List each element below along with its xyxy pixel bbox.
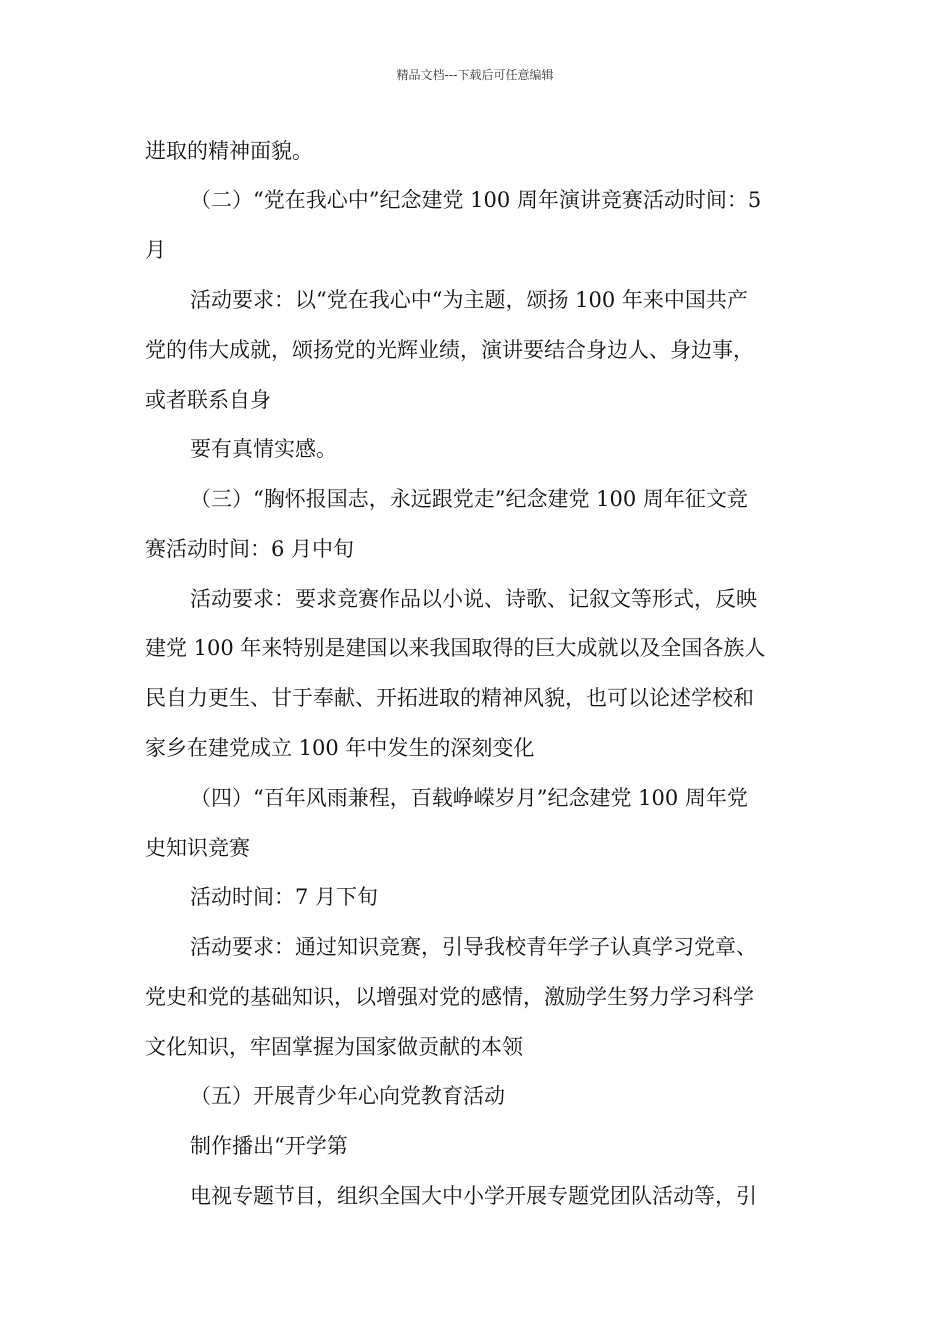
section-heading: （二）“党在我心中”纪念建党 100 周年演讲竞赛活动时间：5 [190, 188, 762, 212]
text-line: 文化知识，牢固掌握为国家做贡献的本领 [145, 1035, 523, 1059]
text-line: 活动要求：通过知识竞赛，引导我校青年学子认真学习党章、 [190, 935, 757, 959]
text-line: 要有真情实感。 [190, 437, 337, 461]
page-header: 精品文档---下载后可任意编辑 [396, 68, 554, 82]
text-line: 活动要求：要求竞赛作品以小说、诗歌、记叙文等形式，反映 [190, 587, 757, 611]
text-line: 电视专题节目，组织全国大中小学开展专题党团队活动等，引 [190, 1184, 757, 1208]
section-heading: （五）开展青少年心向党教育活动 [190, 1084, 505, 1108]
text-line: 史知识竞赛 [145, 836, 250, 860]
text-line: 活动要求：以“党在我心中“为主题，颂扬 100 年来中国共产 [190, 288, 748, 312]
text-line: 月 [145, 238, 166, 262]
text-line: 党的伟大成就，颂扬党的光辉业绩，演讲要结合身边人、身边事， [145, 338, 754, 362]
text-line: 制作播出“开学第 [190, 1134, 348, 1158]
text-line: 或者联系自身 [145, 388, 271, 412]
text-line: 家乡在建党成立 100 年中发生的深刻变化 [145, 736, 535, 760]
text-line: 民自力更生、甘于奉献、开拓进取的精神风貌，也可以论述学校和 [145, 686, 754, 710]
text-line: 党史和党的基础知识，以增强对党的感情，激励学生努力学习科学 [145, 985, 754, 1009]
text-line: 进取的精神面貌。 [145, 139, 313, 163]
text-line: 建党 100 年来特别是建国以来我国取得的巨大成就以及全国各族人 [145, 636, 766, 660]
text-line: 赛活动时间：6 月中旬 [145, 537, 355, 561]
section-heading: （三）“胸怀报国志，永远跟党走”纪念建党 100 周年征文竞 [190, 487, 748, 511]
text-line: 活动时间：7 月下旬 [190, 885, 379, 909]
section-heading: （四）“百年风雨兼程，百载峥嵘岁月”纪念建党 100 周年党 [190, 786, 748, 810]
